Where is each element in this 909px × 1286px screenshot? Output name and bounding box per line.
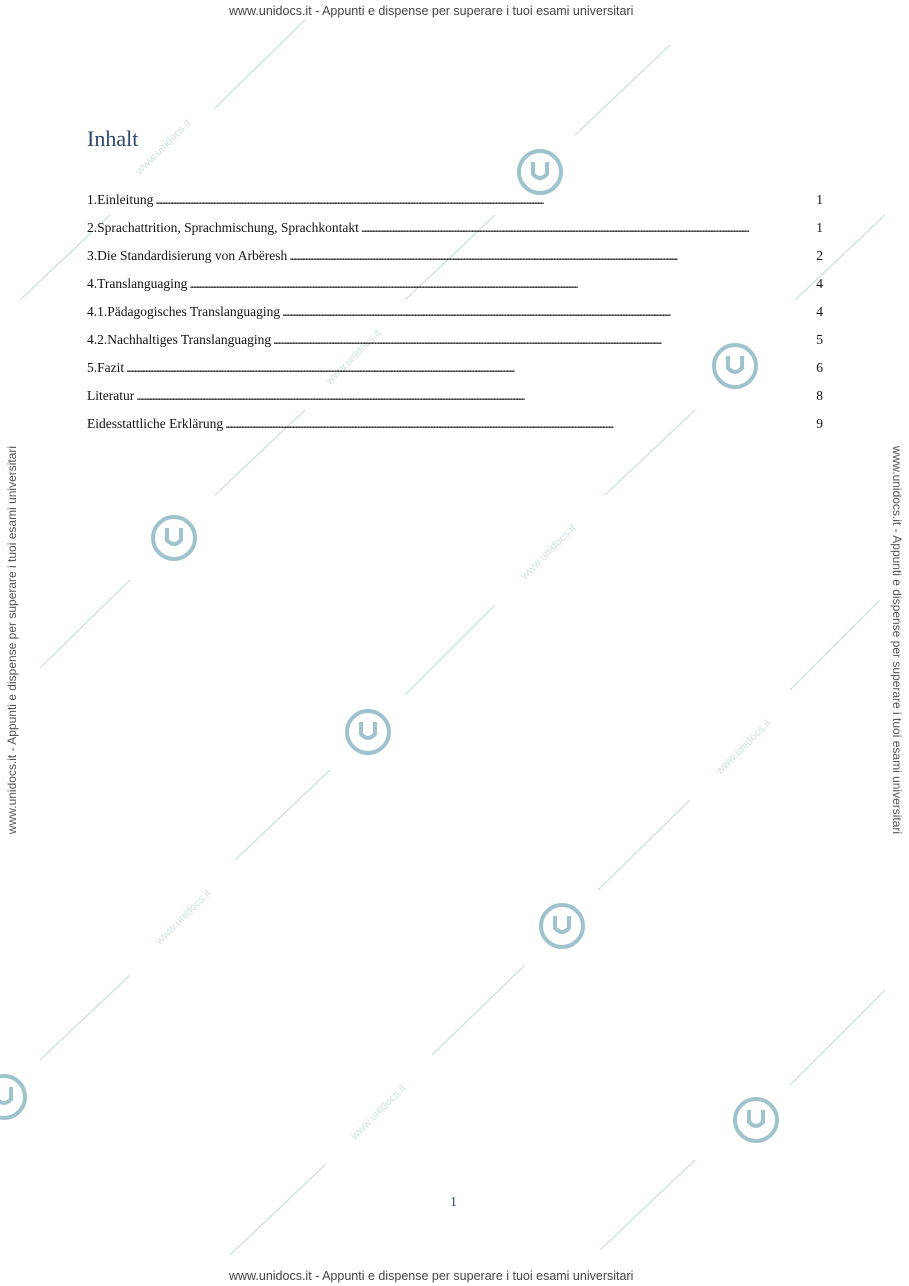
toc-leader-dots (189, 275, 814, 293)
svg-text:www.unidocs.it: www.unidocs.it (713, 717, 774, 778)
toc-entry-label: Eidesstattliche Erklärung (87, 416, 224, 431)
toc-entry-fazit[interactable] (87, 359, 823, 387)
watermark-side-left: www.unidocs.it - Appunti e dispense per superare i tuoi esami universitari (5, 445, 19, 835)
svg-text:www.unidocs.it: www.unidocs.it (518, 522, 579, 583)
toc-leader-dots (225, 415, 814, 433)
watermark-banner-bottom: www.unidocs.it - Appunti e dispense per superare i tuoi esami universitari (229, 1269, 634, 1283)
toc-leader-dots (289, 247, 814, 265)
watermark-side-right: www.unidocs.it - Appunti e dispense per superare i tuoi esami universitari (890, 445, 904, 835)
toc-entry-label: 4.1.Pädagogisches Translanguaging (87, 304, 281, 319)
toc-entry-label: 4.2.Nachhaltiges Translanguaging (87, 332, 272, 347)
table-of-contents (87, 191, 823, 443)
toc-leader-dots (126, 359, 814, 377)
toc-entry-page: 6 (816, 360, 823, 375)
toc-leader-dots (282, 303, 814, 321)
svg-text:www.unidocs.it: www.unidocs.it (323, 327, 384, 388)
toc-entry-label: 4.Translanguaging (87, 276, 188, 291)
toc-entry-literatur[interactable] (87, 387, 823, 415)
toc-entry-label: Literatur (87, 388, 135, 403)
toc-entry-page: 2 (816, 248, 823, 263)
toc-entry-page: 4 (816, 276, 823, 291)
toc-entry-page: 4 (816, 304, 823, 319)
toc-leader-dots (361, 219, 814, 237)
page-title: Inhalt (87, 126, 139, 151)
toc-entry-page: 1 (816, 192, 823, 207)
toc-entry-page: 9 (816, 416, 823, 431)
svg-text:www.unidocs.it: www.unidocs.it (348, 1082, 409, 1143)
toc-entry-label: 2.Sprachattrition, Sprachmischung, Sprachkontakt (87, 220, 359, 235)
toc-entry-page: 5 (816, 332, 823, 347)
toc-entry-nachhaltiges-translanguaging[interactable] (87, 331, 823, 359)
toc-leader-dots (136, 387, 814, 405)
toc-entry-translanguaging[interactable] (87, 275, 823, 303)
toc-entry-label: 5.Fazit (87, 360, 125, 375)
toc-leader-dots (273, 331, 814, 349)
toc-entry-standardisierung[interactable] (87, 247, 823, 275)
svg-text:www.unidocs.it: www.unidocs.it (153, 887, 214, 948)
toc-entry-page: 1 (816, 220, 823, 235)
svg-text:www.unidocs.it: www.unidocs.it (133, 117, 194, 178)
toc-entry-einleitung[interactable] (87, 191, 823, 219)
watermark-banner-top: www.unidocs.it - Appunti e dispense per superare i tuoi esami universitari (229, 4, 634, 18)
toc-entry-eidesstattliche-erklaerung[interactable] (87, 415, 823, 443)
toc-entry-sprachattrition[interactable] (87, 219, 823, 247)
toc-entry-label: 3.Die Standardisierung von Arbëresh (87, 248, 288, 263)
toc-entry-paedagogisches-translanguaging[interactable] (87, 303, 823, 331)
page-number: 1 (450, 1195, 457, 1210)
toc-entry-page: 8 (816, 388, 823, 403)
toc-leader-dots (155, 191, 814, 209)
toc-entry-label: 1.Einleitung (87, 192, 154, 207)
